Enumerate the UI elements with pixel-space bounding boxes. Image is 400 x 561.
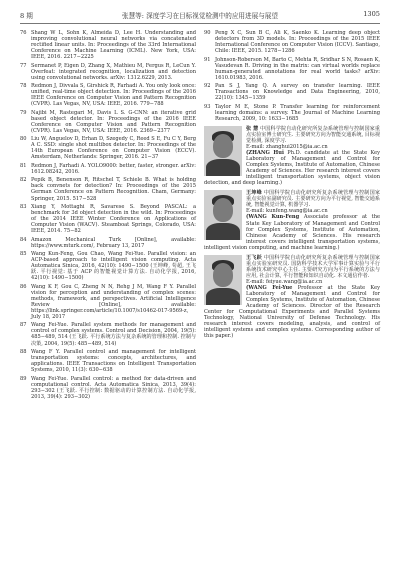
reference-item (20, 376, 196, 400)
reference-number: 83 (20, 203, 27, 210)
reference-text: Wang Kun-Feng, Gou Chao, Wang Fei-Yue. Parallel vision: an ACP-based approach to intelligent vision computing. Acta Automatica Sinica, 2016, 42(10): 1490−1500 (王坤峰, 苟超, 王飞跃. 平行视觉: 基于 ACP 的智能视觉计算方法. 自动化学报, 2016, 42(10): 1490−1500) (31, 251, 196, 282)
reference-item (20, 237, 196, 249)
reference-number: 86 (20, 283, 27, 290)
reference-item (20, 110, 196, 134)
reference-item (20, 63, 196, 81)
author-email: E-mail: zhanghui2015@ia.ac.cn (246, 143, 328, 150)
reference-item (20, 163, 196, 175)
reference-text: Pan S J, Yang Q. A survey on transfer learning. IEEE Transactions on Knowledge and Data Engineering, 2010, 22(10): 1345−1359 (215, 83, 380, 102)
running-header (20, 10, 380, 22)
author-bio-zh: 中国科学院自动化研究所复杂系统管理与控制国家重点实验室博士研究生. 主要研究方向为智能交通系统, 目标视觉检测, 深度学习. (246, 125, 380, 144)
right-column (204, 30, 380, 339)
reference-number: 92 (204, 83, 211, 90)
reference-text: Wang K F, Gou C, Zheng N N, Rehg J M, Wang F Y. Parallel vision for perception and understanding of complex scenes: methods, framework, and perspectives. Artificial Intelligence Review [Online], available: https://link.springer.com/article/10.1007/s10462-017-9569-z, July 18, 2017 (31, 283, 196, 320)
reference-text: Redmon J, Farhadi A. YOLO9000: better, faster, stronger. arXiv: 1612.08242, 2016. (31, 162, 196, 175)
reference-item (20, 284, 196, 320)
reference-text: Shang W L, Sohn K, Almeida D, Lee H. Understanding and improving convolutional neural networks via concatenated rectified linear units. In: Proceedings of the 33rd International Conference on Machine Learning (ICML). New York, USA: IEEE, 2016. 2217−2225 (31, 30, 196, 61)
author-bio-zh: 中国科学院自动化研究所复杂系统管理与控制国家重点实验室副研究员. 主要研究方向为平行视觉, 智能交通系统, 智能视觉计算, 机器学习. (246, 190, 380, 209)
reference-item (204, 57, 380, 81)
author-email: E-mail: kunfeng.wang@ia.ac.cn (246, 208, 328, 215)
author-name-zh: 王坤峰 (246, 190, 262, 197)
reference-number: 89 (20, 375, 27, 382)
reference-item (20, 83, 196, 107)
reference-number: 84 (20, 236, 27, 243)
page-number: 1305 (363, 10, 380, 18)
reference-text: Redmon J, Divvala S, Girshick R, Farhadi A. You only look once: unified, real-time object detection. In: Proceedings of the 2016 IEEE Conference on Computer Vision and Pattern Recognition (CVPR). Las Vegas, NV, USA: IEEE, 2016. 779−788 (31, 83, 196, 108)
reference-item (204, 83, 380, 101)
author-photo (204, 126, 242, 176)
author-bio-wang-kunfeng (204, 190, 380, 250)
reference-item (20, 177, 196, 201)
author-email: E-mail: feiyue.wang@ia.ac.cn (246, 278, 323, 285)
reference-number: 79 (20, 109, 27, 116)
author-name-en: (ZHANG Hui (246, 150, 284, 157)
reference-text: Wang Fei-Yue. Parallel control: a method for data-driven and computational control. Acta Automatica Sinica, 2013, 39(4): 293−302 (王飞跃. 平行控制: 数据驱动的计算控制方法. 自动化学报, 2013, 39(4): 293−302) (31, 375, 196, 400)
reference-number: 82 (20, 177, 27, 184)
left-column (20, 30, 196, 402)
author-bio-zhang (204, 126, 380, 186)
reference-item (204, 30, 380, 54)
author-name-en: (WANG Kun-Feng (246, 214, 300, 221)
reference-text: Sermanet P, Eigen D, Zhang X, Mathieu M, Fergus R, LeCun Y. Overfeat: integrated recognition, localization and detection using convolutional networks. arXiv: 1312.6229, 2013. (31, 62, 196, 81)
reference-text: Wang F Y. Parallel control and management for intelligent transportation systems: concepts, architectures, and applications. IEEE Transactions on Intelligent Transportation Systems, 2010, 11(3): 630−638 (31, 348, 196, 374)
reference-number: 93 (204, 103, 211, 110)
reference-item (20, 322, 196, 346)
author-photo (204, 190, 242, 240)
reference-number: 80 (20, 136, 27, 143)
author-photo (204, 255, 242, 305)
author-name-zh: 王飞跃 (246, 254, 262, 261)
reference-text: Johnson-Roberson M, Barto C, Mehta R, Sridhar S N, Rosaen K, Vasudevan R. Driving in the matrix: can virtual worlds replace human-generated annotations for real world tasks? arXiv: 1610.01983, 2016. (215, 56, 380, 81)
header-rule (20, 23, 380, 24)
reference-number: 85 (20, 251, 27, 258)
reference-number: 87 (20, 322, 27, 329)
author-bio-en: Professor at the State Key Laboratory of Management and Control for Complex Systems, Institute of Automation, Chinese Academy of Sciences. Director of the Research Center for Computational Experiments and Parallel Systems Technology, National University of Defense Technology. His research interest covers modeling, analysis, and control of intelligent systems and complex systems. Corresponding author of this paper.) (204, 285, 380, 340)
reference-number: 76 (20, 30, 27, 36)
reference-text: Peng X C, Sun B C, Ali K, Saenko K. Learning deep object detectors from 3D models. In: Proceedings of the 2015 IEEE International Conference on Computer Vision (ICCV). Santiago, Chile: IEEE, 2015. 1278−1286 (215, 30, 380, 55)
reference-number: 78 (20, 83, 27, 90)
reference-item (20, 349, 196, 373)
reference-number: 90 (204, 30, 211, 36)
reference-item (20, 136, 196, 160)
reference-number: 81 (20, 162, 27, 169)
reference-text: Amazon Mechanical Turk [Online], available: https://www.mturk.com/, February 13, 2017 (31, 236, 196, 249)
author-name-en: (WANG Fei-Yue (246, 285, 293, 291)
reference-text: Pepik B, Benenson R, Ritschel T, Schiele B. What is holding back convnets for detection? In: Proceedings of the 2015 German Conference on Pattern Recognition. Cham, Germany: Springer, 2015. 517−528 (31, 177, 196, 202)
reference-item (20, 204, 196, 234)
running-title: 张慧等: 深度学习在目标视觉检测中的应用进展与展望 (122, 12, 278, 20)
reference-text: Liu W, Anguelov D, Erhan D, Szegedy C, Reed S E, Fu C Y, Berg A C. SSD: single shot multibox detector. In: Proceedings of the 14th European Conference on Computer Vision (ECCV). Amsterdam, Netherlands: Springer, 2016. 21−37 (31, 136, 196, 161)
reference-number: 88 (20, 348, 27, 355)
reference-text: Najibi M, Rastegari M, Davis L S. G-CNN: an iterative grid based object detector. In: Proceedings of the 2016 IEEE Conference on Computer Vision and Pattern Recognition (CVPR). Las Vegas, NV, USA: IEEE, 2016. 2369−2377 (31, 109, 196, 134)
author-name-zh: 张 慧 (246, 125, 259, 132)
reference-item (20, 251, 196, 281)
reference-text: Taylor M E, Stone P. Transfer learning for reinforcement learning domains: a survey. The Journal of Machine Learning Research, 2009, 10: 1633−1685 (215, 103, 380, 122)
reference-text: Xiang Y, Mottaghi R, Savarese S. Beyond PASCAL: a benchmark for 3d object detection in the wild. In: Proceedings of the 2014 IEEE Winter Conference on Applications of Computer Vision (WACV). Steamboat Springs, Colorado, USA: IEEE, 2014. 75−82 (31, 203, 196, 235)
reference-item (20, 30, 196, 60)
reference-text: Wang Fei-Yue. Parallel system methods for management and control of complex systems. Control and Decision, 2004, 19(5): 485−489, 514 (王飞跃. 平行系统方法与复杂系统的管理和控制. 控制与决策, 2004, 19(5): 485−489, 514) (31, 322, 196, 347)
author-bio-zh: 中国科学院自动化研究所复杂系统管理与控制国家重点实验室研究员. 国防科学技术大学军事计算实验与平行系统技术研究中心主任. 主要研究方向为平行系统的方法与应用, 社会计算, 平行智能和知识自动化. 本文通信作者. (246, 254, 380, 279)
reference-number: 77 (20, 62, 27, 69)
author-bio-en: Ph.D. candidate at the State Key Laboratory of Management and Control for Complex Systems, Institute of Automation, Chinese Academy of Sciences. Her research interest covers intelligent transportation systems, object vision detection, and deep learning.) (204, 150, 381, 187)
reference-number: 91 (204, 56, 211, 63)
author-bio-en: Associate professor at the State Key Laboratory of Management and Control for Complex Systems, Institute of Automation, Chinese Academy of Sciences. His research interest covers intelligent transportation systems, intelligent vision computing, and machine learning.) (204, 214, 380, 251)
issue-number: 8 期 (20, 12, 33, 20)
reference-item (204, 104, 380, 122)
author-bio-wang-feiyue (204, 255, 380, 340)
